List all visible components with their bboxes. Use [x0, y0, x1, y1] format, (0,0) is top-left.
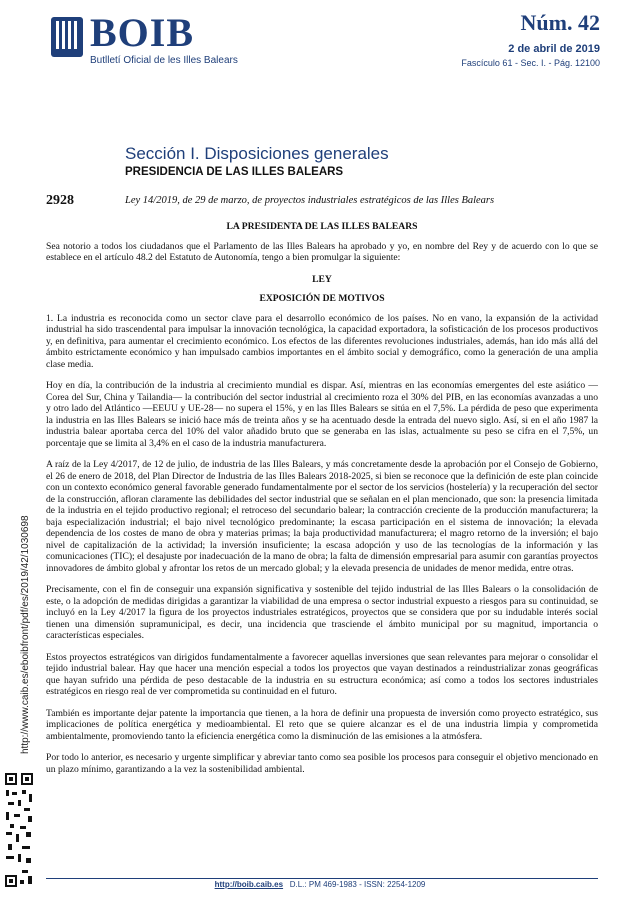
paragraph: Hoy en día, la contribución de la industria al crecimiento mundial es dispar. Así, mientras en las economías emergentes del este asiático —Corea del Sur, China y Tailandia— la contribución del sector industrial al crecimiento roza el 30% del PIB, en las economías avanzadas a uno y otro lado del Atlántico —EEUU y UE-28— no supera el 15%, y en las Illes Balears se sitúa en el 7,5%. La pérdida de peso que experimenta la industria en las Illes Balears se inició hace más de treinta años y se ha acentuado desde la entrada del nuevo siglo. Así, si en el año 1987 la industria balear aportaba cerca del 10% del valor añadido bruto que se generaba en las islas, actualmente su peso se cifra en el 7,5%, un porcentaje que se limita al 3,4% en el caso de la industria manufacturera.	[46, 380, 598, 449]
organization: PRESIDENCIA DE LAS ILLES BALEARS	[125, 166, 344, 178]
bulletin-subtitle: Butlletí Oficial de les Illes Balears	[90, 55, 238, 66]
document-title: Ley 14/2019, de 29 de marzo, de proyectos industriales estratégicos de las Illes Balears	[125, 195, 495, 206]
document-body	[46, 213, 598, 785]
qr-code-icon	[2, 770, 36, 890]
paragraph: 1. La industria es reconocida como un sector clave para el desarrollo económico de los países. No en vano, la expansión de la actividad industrial ha sido trascendental para impulsar la innovación tecnológica, la capacidad exportadora, la sofisticación de los procesos productivos y, en definitiva, para aumentar el crecimiento económico. Los efectos de las diferentes revoluciones industriales, además, han ido más allá del ámbito estrictamente económico y han impulsado cambios importantes en el ámbito social y demográfico, como la generación de una amplia clase media.	[46, 312, 598, 370]
fascicle-info: Fascículo 61 - Sec. I. - Pág. 12100	[461, 58, 600, 68]
footer-rule	[46, 878, 598, 879]
paragraph: También es importante dejar patente la importancia que tienen, a la hora de definir una propuesta de inversión como proyecto estratégico, sus implicaciones de política energética y medioambiental. El reto que se quiere alcanzar es el de una industria limpia y comprometida ambientalmente, promoviendo tanto la eficiencia energética como la disminución de las emisiones a la atmósfera.	[46, 707, 598, 742]
page-footer	[0, 880, 640, 889]
paragraph: Por todo lo anterior, es necesario y urgente simplificar y abreviar tanto como sea posible los procesos para conseguir el objetivo mencionado en un plazo mínimo, garantizando a la vez la sostenibilidad ambiental.	[46, 752, 598, 775]
heading-president: LA PRESIDENTA DE LAS ILLES BALEARS	[226, 221, 418, 232]
issue-number: Núm. 42	[520, 10, 600, 35]
page-header	[0, 0, 640, 78]
document-number: 2928	[46, 193, 74, 208]
document-url-vertical[interactable]: http://www.caib.es/eboibfront/pdf/es/2019/42/1030698	[20, 515, 31, 754]
section-title: Sección I. Disposiciones generales	[125, 144, 389, 163]
boib-logo: BOIB	[90, 10, 195, 55]
paragraph: A raíz de la Ley 4/2017, de 12 de julio, de industria de las Illes Balears, y más concretamente desde la aprobación por el Consejo de Gobierno, el 26 de enero de 2018, del Plan Director de Industria de las Illes Balears 2018-2025, si bien se reconoce que la definición de este plan coincide con un contexto económico general favorable generado fundamentalmente por el sector de los servicios (hostelería) y la recuperación del sector de la construcción, afloran claramente las debilidades del sector industrial que se señalan en el plan mencionado, que son: la presencia limitada de la industria en el tejido productivo regional; el retroceso del secundario balear; la contracción creciente de la producción manufacturera; la baja especialización industrial; el bajo nivel tecnológico predominante; la escasa participación en el sistema de innovación; la elevada dependencia de los costes de mano de obra y materias primas; la baja productividad manufacturera; el magro retorno de la inversión; el bajo nivel de capitalización de la actividad; la inversión insuficiente; la escasa adopción y uso de las tecnologías de la información y las comunicaciones (TIC); el desajuste por inadecuación de la mano de obra; la falta de dimensión empresarial para asumir con garantías proyectos innovadores de ámbito global y afrontar los retos de un mercado global; y la elevada presencia de unidades de menor medida, entre otras.	[46, 459, 598, 574]
issue-date: 2 de abril de 2019	[508, 43, 600, 55]
heading-law: LEY	[312, 273, 332, 285]
intro-paragraph: Sea notorio a todos los ciudadanos que el Parlamento de las Illes Balears ha aprobado y yo, en nombre del Rey y de acuerdo con lo que se establece en el artículo 48.2 del Estatuto de Autonomía, tengo a bien promulgar la siguiente:	[46, 240, 598, 263]
heading-exposition: EXPOSICIÓN DE MOTIVOS	[259, 293, 385, 304]
paragraph: Estos proyectos estratégicos van dirigidos fundamentalmente a favorecer aquellas inversiones que sean relevantes para mejorar o consolidar el tejido industrial balear. Hay que hacer una mención especial a todos los proyectos que vayan destinados a reindustrializar zonas geográficas que hayan sufrido una pérdida de peso destacable de la industria en su estructura económica; así como a todos los sectores industriales estratégicos en riesgo real de ver comprometida su continuidad en el futuro.	[46, 651, 598, 697]
coat-of-arms-icon	[50, 16, 84, 58]
boib-link[interactable]: http://boib.caib.es	[214, 880, 284, 889]
legal-deposit: D.L.: PM 469-1983 - ISSN: 2254-1209	[289, 880, 426, 889]
paragraph: Precisamente, con el fin de conseguir una expansión significativa y sostenible del tejido industrial de las Illes Balears o la consolidación de este, o la adopción de medidas dirigidas a garantizar la viabilidad de una empresa o sector industrial expuesto a riesgos para su continuidad, se incluyó en la Ley 4/2017 la figura de los proyectos industriales estratégicos, proyectos que se considera que por su indudable interés social tienen una dimensión supramunicipal, es decir, una incidencia que trasciende el ámbito municipal por su magnitud, importancia o características especiales.	[46, 584, 598, 641]
